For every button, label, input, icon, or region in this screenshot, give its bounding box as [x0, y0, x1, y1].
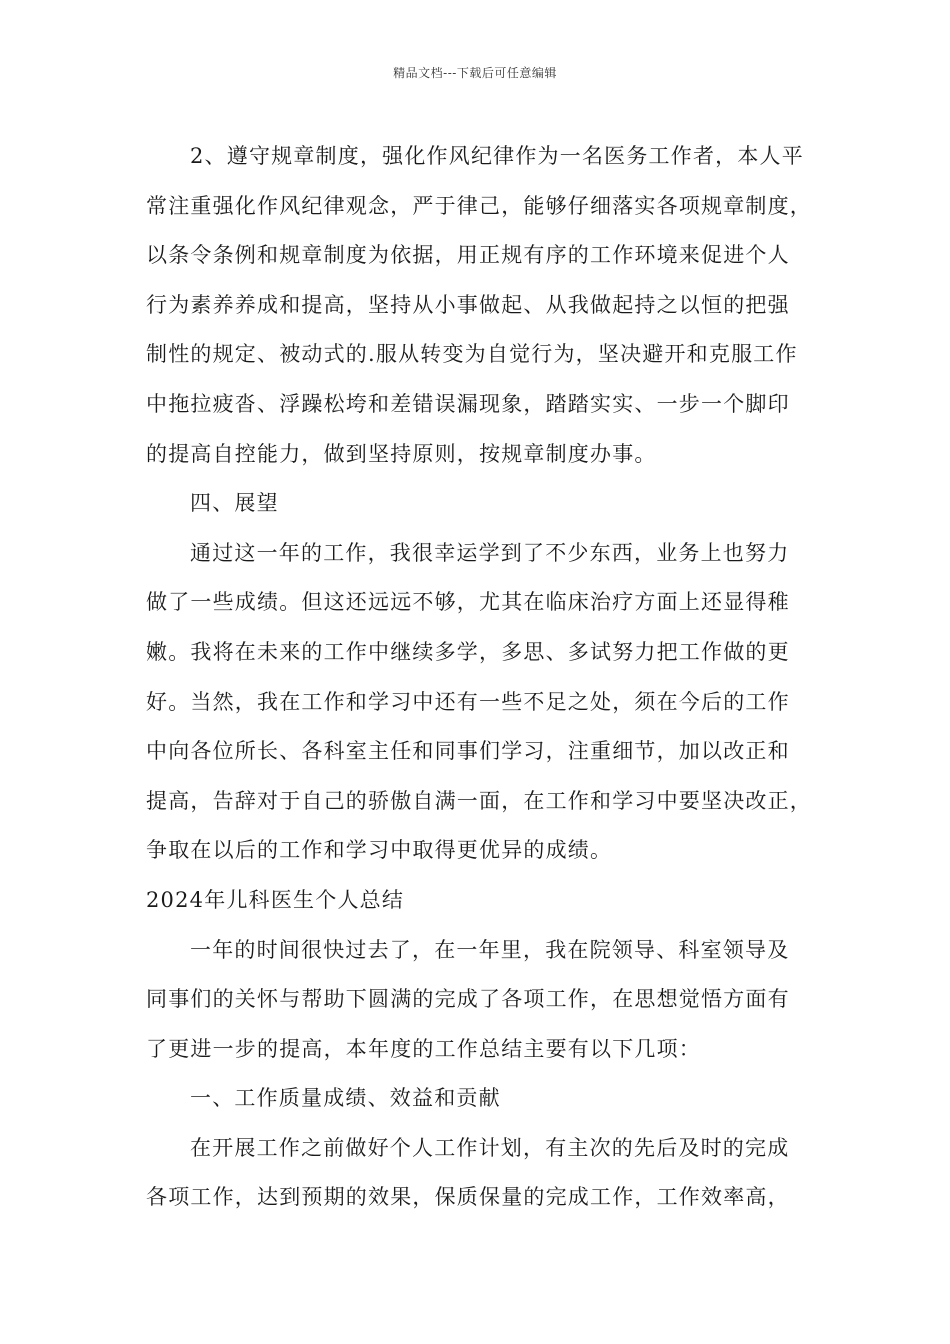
text-line: 行为素养养成和提高，坚持从小事做起、从我做起持之以恒的把强: [146, 292, 790, 317]
text-line: 在开展工作之前做好个人工作计划，有主次的先后及时的完成: [190, 1135, 790, 1160]
text-line: 常注重强化作风纪律观念，严于律己，能够仔细落实各项规章制度，: [146, 193, 812, 218]
text-line: 一年的时间很快过去了，在一年里，我在院领导、科室领导及: [190, 937, 790, 962]
section-heading: 一、工作质量成绩、效益和贡献: [190, 1086, 501, 1111]
text-line: 同事们的关怀与帮助下圆满的完成了各项工作，在思想觉悟方面有: [146, 987, 790, 1012]
text-line: 制性的规定、被动式的.服从转变为自觉行为，坚决避开和克服工作: [146, 342, 798, 367]
document-body: [146, 132, 826, 1223]
text-line: 提高，告辞对于自己的骄傲自满一面，在工作和学习中要坚决改正，: [146, 788, 812, 813]
text-line: 中向各位所长、各科室主任和同事们学习，注重细节，加以改正和: [146, 739, 790, 764]
text-line: 嫩。我将在未来的工作中继续多学，多思、多试努力把工作做的更: [146, 639, 790, 664]
text-line: 以条令条例和规章制度为依据，用正规有序的工作环境来促进个人: [146, 243, 790, 268]
text-line: 的提高自控能力，做到坚持原则，按规章制度办事。: [146, 441, 657, 466]
document-title: 2024年儿科医生个人总结: [146, 887, 405, 912]
page-header: 精品文档---下载后可任意编辑: [393, 66, 557, 80]
text-line: 中拖拉疲沓、浮躁松垮和差错误漏现象，踏踏实实、一步一个脚印: [146, 391, 790, 416]
text-line: 做了一些成绩。但这还远远不够，尤其在临床治疗方面上还显得稚: [146, 590, 790, 615]
text-line: 了更进一步的提高，本年度的工作总结主要有以下几项：: [146, 1036, 701, 1061]
text-line: 好。当然，我在工作和学习中还有一些不足之处，须在今后的工作: [146, 689, 790, 714]
text-line: 争取在以后的工作和学习中取得更优异的成绩。: [146, 838, 613, 863]
text-line: 通过这一年的工作，我很幸运学到了不少东西，业务上也努力: [190, 540, 790, 565]
text-line: 2、遵守规章制度，强化作风纪律作为一名医务工作者，本人平: [190, 144, 804, 168]
section-heading: 四、展望: [190, 491, 279, 516]
text-line: 各项工作，达到预期的效果，保质保量的完成工作，工作效率高，: [146, 1185, 790, 1210]
